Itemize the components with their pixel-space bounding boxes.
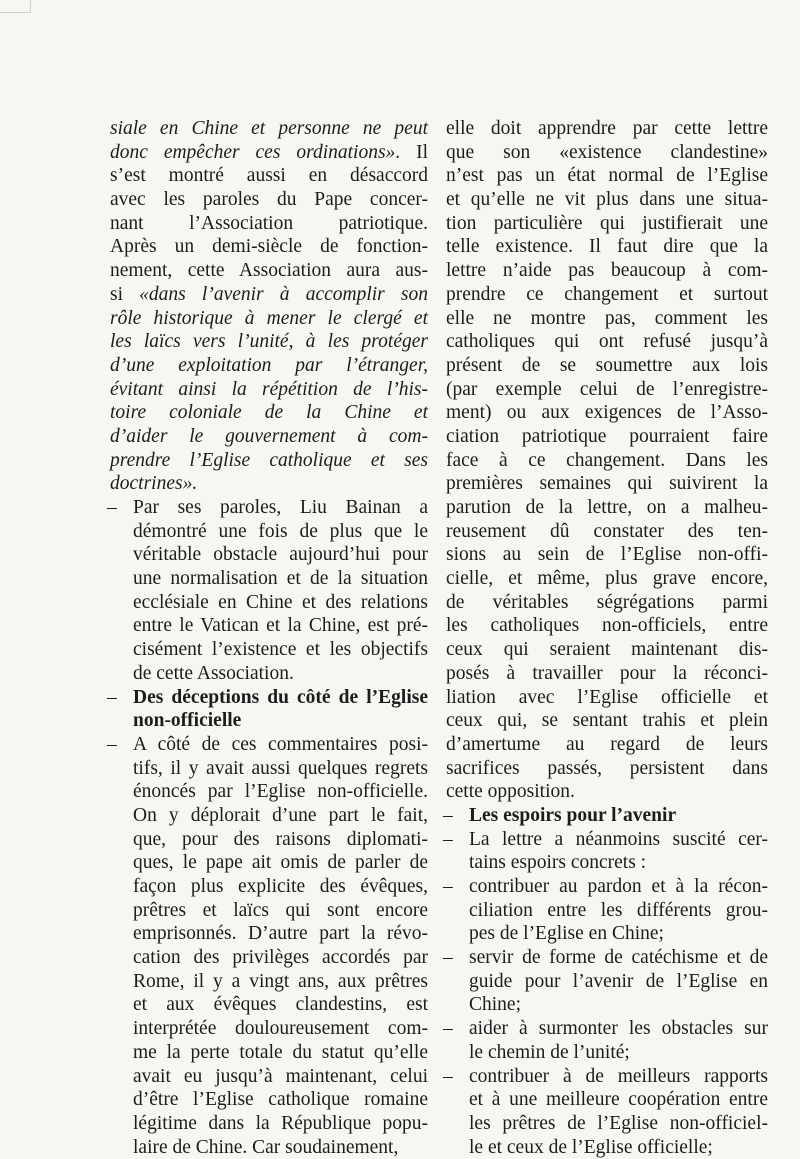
line-text: s’est montré aussi en désaccord (110, 165, 428, 187)
text-line-left (110, 141, 428, 165)
text-line-left (110, 851, 428, 875)
text-line-left (110, 1041, 428, 1065)
text-line-right (446, 164, 768, 188)
line-text: nement, cette Association aura aus- (110, 260, 428, 282)
line-text: entre le Vatican et la Chine, est pré- (133, 615, 428, 637)
line-text: sions au sein de l’Eglise non-offi- (446, 544, 768, 566)
text-line-right (443, 946, 768, 970)
line-text: pes de l’Eglise en Chine; (469, 923, 664, 945)
text-line-left (110, 946, 428, 970)
text-line-left (110, 780, 428, 804)
line-text: prêtres et laïcs qui sont encore (133, 899, 428, 921)
text-line-left (107, 686, 428, 710)
line-text: ciation patriotique pourraient faire (446, 425, 768, 447)
text-line-left (110, 757, 428, 781)
line-text: ment) ou aux exigences de l’Asso- (446, 402, 768, 424)
line-text: Chine; (469, 994, 521, 1016)
text-line-left (107, 496, 428, 520)
line-text: interprétée douloureusement com- (133, 1018, 428, 1040)
text-line-right (443, 1065, 768, 1089)
line-text: contribuer au pardon et à la récon- (469, 876, 768, 897)
line-text: La lettre a néanmoins suscité cer- (469, 828, 768, 850)
text-line-left (110, 330, 428, 354)
line-text: tains espoirs concrets : (469, 852, 647, 874)
line-text: si «dans l’avenir à accomplir son (110, 283, 428, 305)
line-text: démontré une fois de plus que le (133, 520, 428, 542)
line-text: sacrifices passés, persistent dans (446, 757, 768, 779)
line-text: et qu’elle ne vit plus dans une situa- (446, 189, 768, 211)
line-text: Des déceptions du côté de l’Eglise (133, 686, 428, 708)
text-line-left (110, 899, 428, 923)
line-text: premières semaines qui suivirent la (446, 473, 768, 495)
line-text: A côté de ces commentaires posi- (133, 733, 428, 755)
line-text: ceux qui seraient maintenant dis- (446, 639, 768, 661)
text-line-left (110, 614, 428, 638)
line-text: emprisonnés. D’autre part la révo- (133, 923, 428, 945)
line-text: parution de la lettre, on a malheu- (446, 497, 768, 518)
line-text: d’aider le gouvernement à com- (110, 425, 428, 447)
line-text: cette opposition. (446, 781, 575, 803)
line-text: tion particulière qui justifierait une (446, 212, 768, 234)
line-text: les laïcs vers l’unité, à les protéger (110, 331, 428, 353)
text-line-left (110, 543, 428, 567)
line-text: nant l’Association patriotique. (110, 212, 428, 234)
line-text: posés à travailler pour la réconci- (446, 662, 768, 684)
text-line-left (110, 662, 428, 686)
line-text: que, pour des raisons diplomati- (133, 828, 428, 850)
line-text: reusement dû constater des ten- (446, 520, 768, 542)
line-text: que son «existence clandestine» (446, 141, 768, 163)
text-line-left (110, 235, 428, 259)
line-text: (par exemple celui de l’enregistre- (446, 378, 768, 400)
text-line-left (110, 1088, 428, 1112)
page-corner-mark (0, 0, 31, 13)
line-text: tifs, il y avait aussi quelques regrets (133, 757, 428, 779)
text-line-left (110, 970, 428, 994)
text-line-right (446, 970, 768, 994)
list-dash: – (443, 828, 453, 850)
line-text: énoncés par l’Eglise non-officielle. (133, 781, 428, 803)
text-line-right (443, 1017, 768, 1041)
line-text: donc empêcher ces ordinations». Il (110, 141, 428, 163)
text-line-right (446, 1088, 768, 1112)
text-line-right (446, 899, 768, 923)
text-line-right (446, 212, 768, 236)
line-text: une normalisation et de la situation (133, 568, 428, 590)
right-column (443, 117, 768, 1159)
line-text: cation des privilèges accordés par (133, 947, 428, 969)
text-line-left (110, 117, 428, 141)
text-line-left (110, 449, 428, 473)
text-line-right (446, 1041, 768, 1065)
text-line-right (446, 401, 768, 425)
text-line-right (446, 709, 768, 733)
line-text: véritable obstacle aujourd’hui pour (133, 544, 428, 566)
text-line-right (446, 638, 768, 662)
text-line-left (110, 591, 428, 615)
text-line-left (110, 259, 428, 283)
line-text: cisément l’existence et les objectifs (133, 639, 428, 661)
text-line-left (110, 1065, 428, 1089)
text-line-left (110, 354, 428, 378)
line-text: de véritables ségrégations parmi (446, 591, 768, 613)
text-line-right (446, 472, 768, 496)
line-text: catholiques qui ont refusé jusqu’à (446, 331, 768, 353)
text-line-right (446, 851, 768, 875)
line-text: contribuer à de meilleurs rapports (469, 1065, 768, 1087)
text-line-right (446, 235, 768, 259)
line-text: rôle historique à mener le clergé et (110, 307, 428, 329)
line-text: le chemin de l’unité; (469, 1041, 630, 1063)
text-line-right (446, 686, 768, 710)
list-dash: – (107, 497, 117, 518)
line-text: telle existence. Il faut dire que la (446, 236, 768, 258)
line-text: laire de Chine. Car soudainement, (133, 1136, 399, 1158)
text-line-left (110, 828, 428, 852)
line-text: n’est pas un état normal de l’Eglise (446, 165, 768, 187)
line-text: avec les paroles du Pape concer- (110, 189, 428, 211)
line-text: Après un demi-siècle de fonction- (110, 236, 428, 258)
text-line-right (446, 378, 768, 402)
text-line-left (110, 875, 428, 899)
text-line-left (110, 378, 428, 402)
line-text: avait eu jusqu’à maintenant, celui (133, 1065, 428, 1087)
line-text: aider à surmonter les obstacles sur (469, 1018, 768, 1040)
text-line-left (110, 520, 428, 544)
text-line-right (446, 757, 768, 781)
line-text: On y déplorait d’une part le fait, (133, 804, 428, 826)
line-text: d’amertume au regard de leurs (446, 733, 768, 755)
line-text: ceux qui, se sentant trahis et plein (446, 710, 768, 732)
line-text: Les espoirs pour l’avenir (469, 804, 677, 826)
line-text: liation avec l’Eglise officielle et (446, 686, 768, 708)
text-line-left (110, 164, 428, 188)
text-line-right (446, 780, 768, 804)
line-text: ecclésiale en Chine et des relations (133, 591, 428, 613)
line-text: elle ne montre pas, comment les (446, 307, 768, 329)
text-line-left (110, 401, 428, 425)
text-line-left (110, 188, 428, 212)
line-text: cielle, et même, plus grave encore, (446, 568, 768, 590)
left-column (107, 117, 428, 1159)
line-text: lettre n’aide pas beaucoup à com- (446, 260, 768, 282)
line-text: le et ceux de l’Eglise officielle; (469, 1136, 713, 1158)
line-text: les catholiques non-officiels, entre (446, 615, 768, 637)
text-line-left (110, 709, 428, 733)
text-line-right (446, 259, 768, 283)
text-line-left (110, 567, 428, 591)
line-text: prendre ce changement et surtout (446, 283, 768, 305)
line-text: présent de se soumettre aux lois (446, 354, 768, 376)
text-line-right (446, 188, 768, 212)
line-text: Rome, il y a vingt ans, aux prêtres (133, 970, 428, 992)
list-dash: – (107, 733, 117, 755)
text-line-left (110, 283, 428, 307)
line-text: les prêtres de l’Eglise non-officiel- (469, 1112, 768, 1134)
text-line-left (110, 472, 428, 496)
text-line-left (110, 993, 428, 1017)
text-line-right (446, 449, 768, 473)
text-line-right (443, 875, 768, 899)
line-text: de cette Association. (133, 662, 294, 684)
line-text: ciliation entre les différents grou- (469, 899, 768, 921)
text-line-right (446, 354, 768, 378)
text-line-right (446, 567, 768, 591)
text-line-right (443, 804, 768, 828)
text-line-left (110, 307, 428, 331)
line-text: et à une meilleure coopération entre (469, 1089, 768, 1111)
line-text: d’une exploitation par l’étranger, (110, 354, 428, 376)
text-line-right (446, 733, 768, 757)
list-dash: – (443, 1018, 453, 1040)
text-line-right (446, 283, 768, 307)
line-text: non-officielle (133, 710, 242, 732)
text-line-right (446, 543, 768, 567)
text-line-right (446, 496, 768, 520)
line-text: légitime dans la République popu- (133, 1112, 428, 1134)
text-line-right (446, 330, 768, 354)
list-dash: – (443, 1065, 453, 1087)
text-line-right (446, 614, 768, 638)
text-line-left (110, 804, 428, 828)
list-dash: – (443, 804, 453, 826)
line-text: et aux évêques clandestins, est (133, 994, 428, 1016)
line-text: évitant ainsi la répétition de l’his- (110, 378, 428, 400)
line-text: siale en Chine et personne ne peut (110, 118, 428, 139)
text-line-right (446, 993, 768, 1017)
line-text: toire coloniale de la Chine et (110, 402, 428, 424)
text-line-left (110, 212, 428, 236)
line-text: servir de forme de catéchisme et de (469, 947, 768, 969)
list-dash: – (107, 686, 117, 708)
line-text: guide pour l’avenir de l’Eglise en (469, 970, 768, 992)
line-text: face à ce changement. Dans les (446, 449, 768, 471)
line-text: ques, le pape ait omis de parler de (133, 852, 428, 874)
list-dash: – (443, 876, 453, 897)
text-line-left (110, 922, 428, 946)
line-text: prendre l’Eglise catholique et ses (110, 449, 428, 471)
text-line-left (110, 1136, 428, 1159)
line-text: doctrines». (110, 473, 198, 495)
line-text: d’être l’Eglise catholique romaine (133, 1089, 428, 1111)
text-line-left (110, 425, 428, 449)
text-line-right (443, 828, 768, 852)
text-line-left (110, 638, 428, 662)
line-text: me la perte totale du statut qu’elle (133, 1041, 428, 1063)
line-text: elle doit apprendre par cette lettre (446, 118, 768, 139)
text-line-right (446, 425, 768, 449)
text-line-right (446, 117, 768, 141)
list-dash: – (443, 947, 453, 969)
text-line-left (110, 1112, 428, 1136)
text-line-right (446, 922, 768, 946)
text-line-left (110, 1017, 428, 1041)
text-line-right (446, 1136, 768, 1159)
text-line-left (107, 733, 428, 757)
text-line-right (446, 1112, 768, 1136)
text-line-right (446, 141, 768, 165)
text-line-right (446, 520, 768, 544)
text-line-right (446, 591, 768, 615)
line-text: Par ses paroles, Liu Bainan a (133, 497, 428, 518)
text-line-right (446, 662, 768, 686)
line-text: façon plus explicite des évêques, (133, 876, 428, 897)
text-line-right (446, 307, 768, 331)
